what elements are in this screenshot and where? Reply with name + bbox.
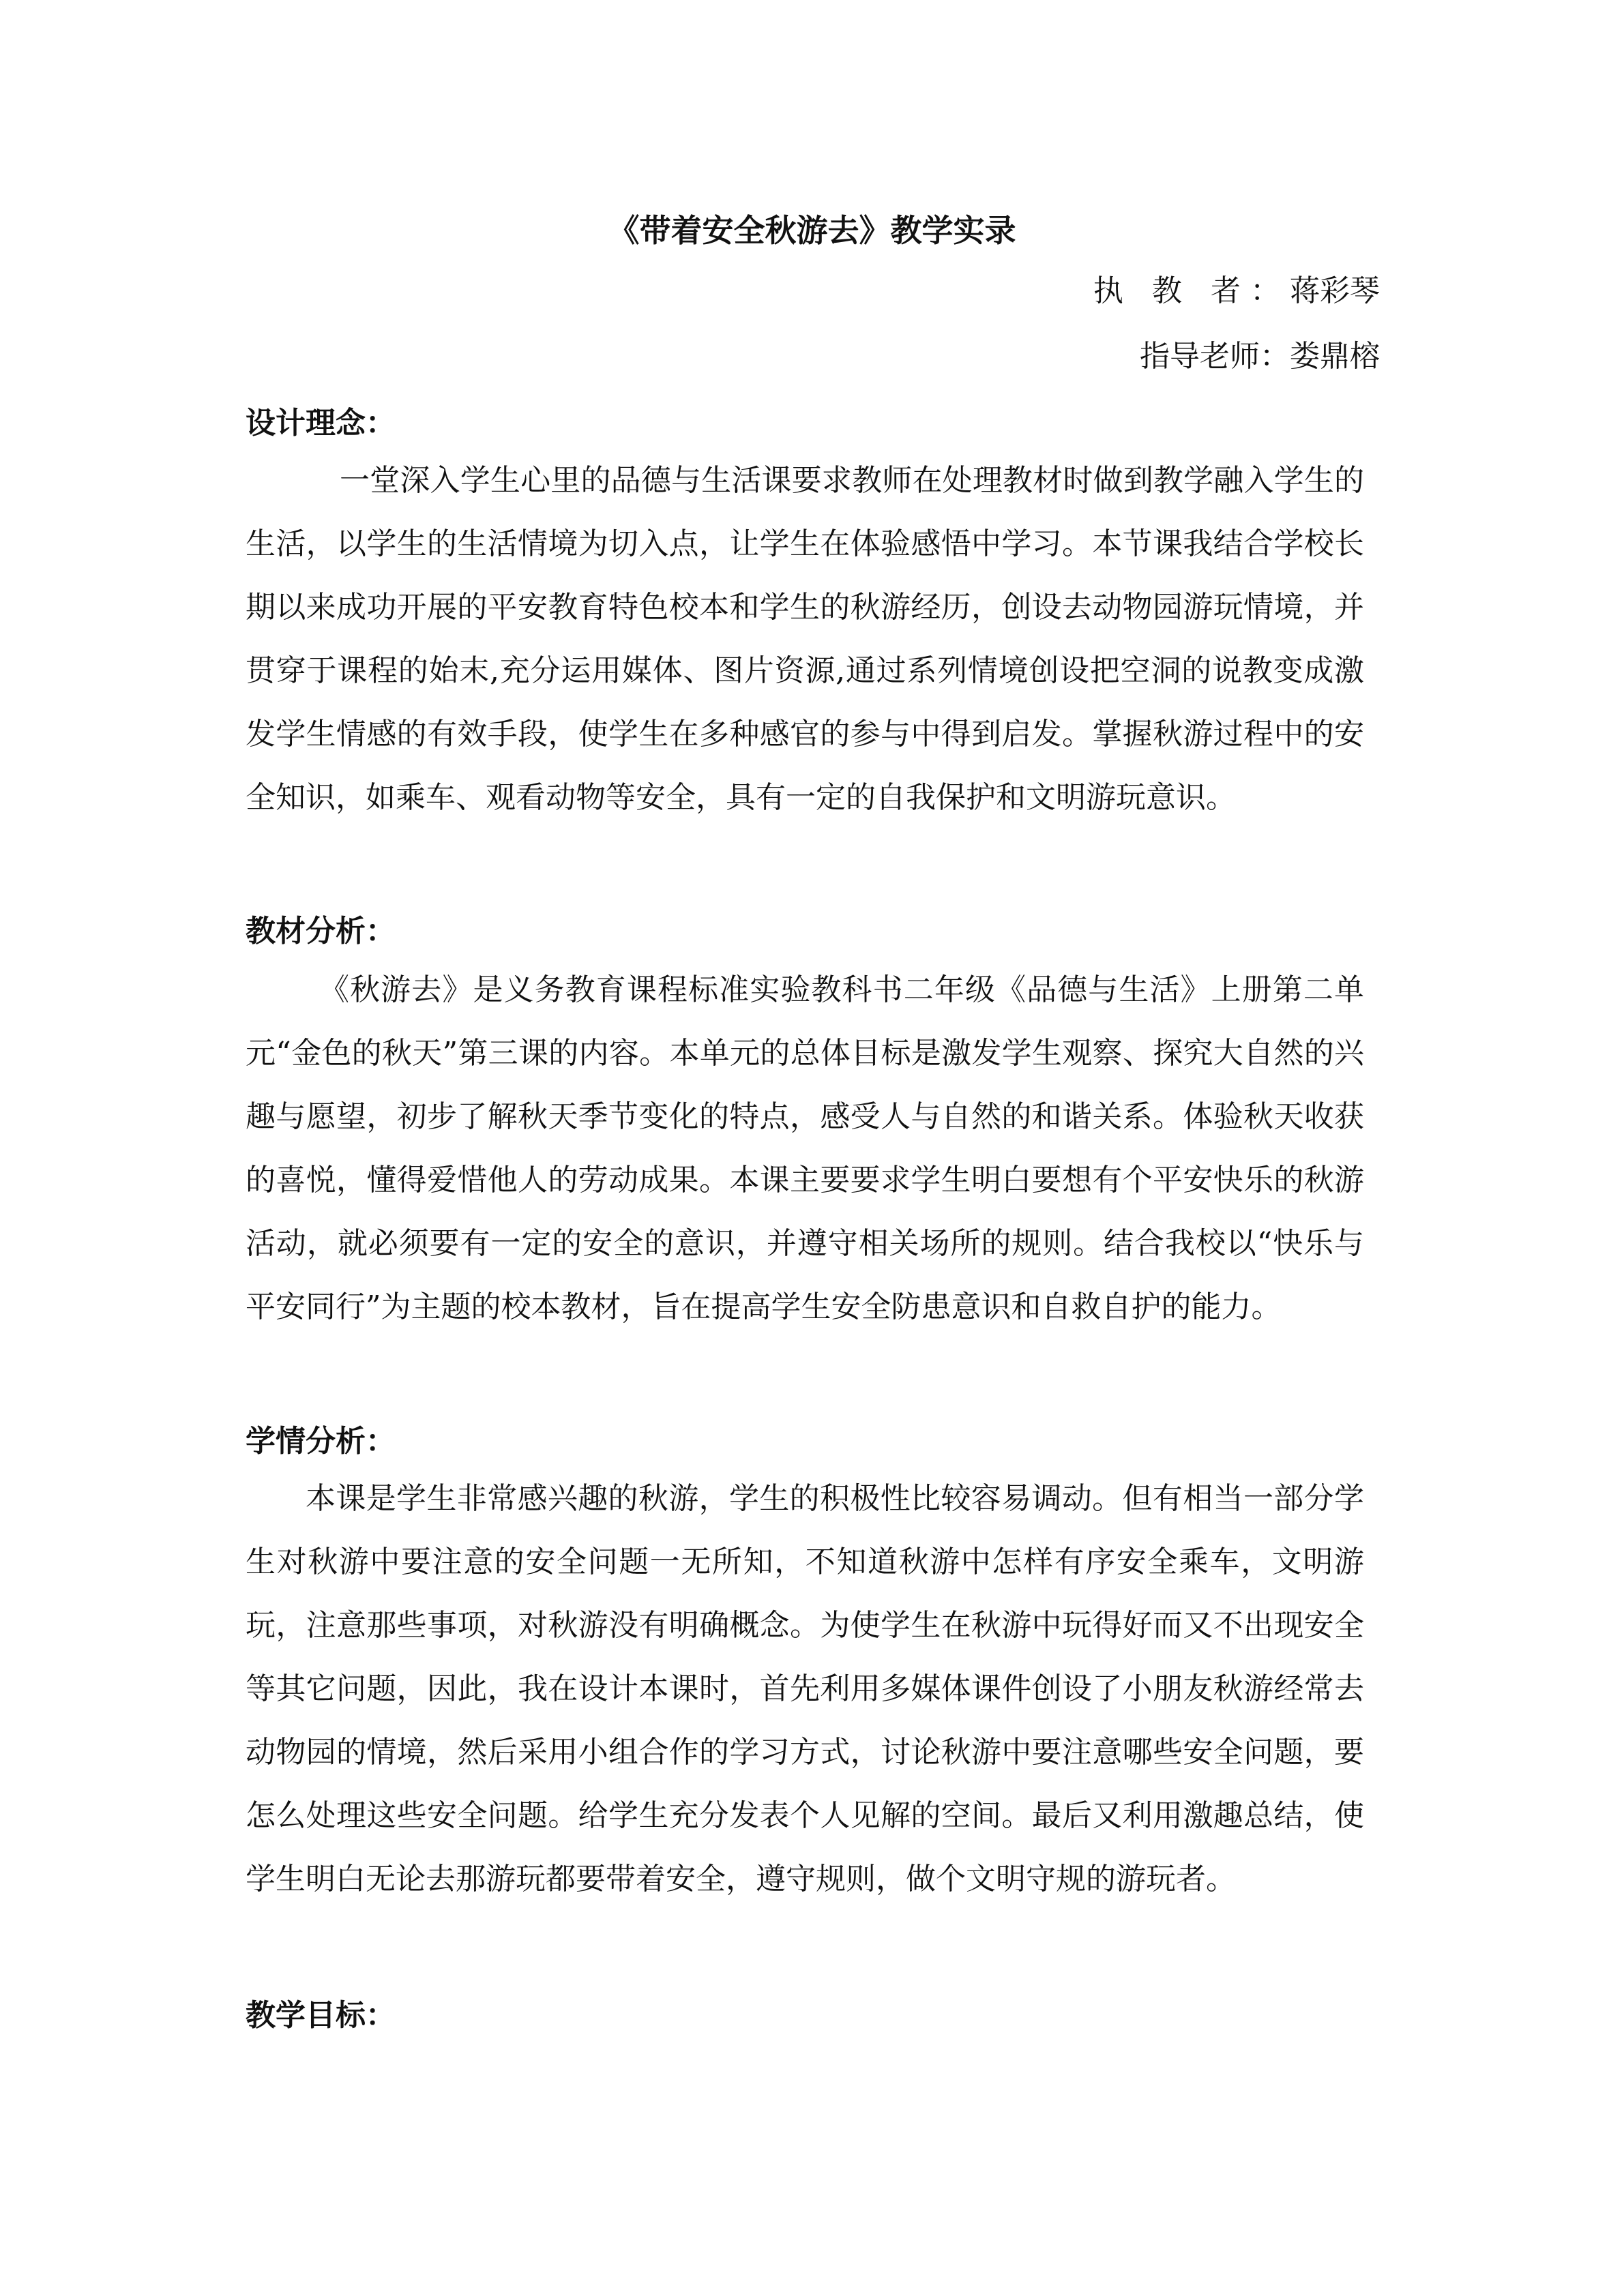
section-body-design-concept: 一堂深入学生心里的品德与生活课要求教师在处理教材时做到教学融入学生的生活，以学生的生活情境为切入点，让学生在体验感悟中学习。本节课我结合学校长期以来成功开展的平安教育特色校本和学生的秋游经历，创设去动物园游玩情境，并贯穿于课程的始末,充分运用媒体、图片资源,通过系列情境创设把空洞的说教变成激发学生情感的有效手段，使学生在多种感官的参与中得到启发。掌握秋游过程中的安全知识，如乘车、观看动物等安全，具有一定的自我保护和文明游玩意识。 [246, 463, 1364, 815]
section-body-student-analysis: 本课是学生非常感兴趣的秋游，学生的积极性比较容易调动。但有相当一部分学生对秋游中要注意的安全问题一无所知，不知道秋游中怎样有序安全乘车，文明游玩，注意那些事项，对秋游没有明确概念。为使学生在秋游中玩得好而又不出现安全等其它问题，因此，我在设计本课时，首先利用多媒体课件创设了小朋友秋游经常去动物园的情境，然后采用小组合作的学习方式，讨论秋游中要注意哪些安全问题，要怎么处理这些安全问题。给学生充分发表个人见解的空间。最后又利用激趣总结，使学生明白无论去那游玩都要带着安全，遵守规则，做个文明守规的游玩者。 [246, 1481, 1364, 1896]
document-title: 《带着安全秋游去》教学实录 [608, 212, 1016, 249]
section-heading-student-analysis: 学情分析： [246, 1424, 396, 1459]
advisor-name: 娄鼎榕 [1290, 339, 1380, 374]
teacher-line [1093, 271, 1380, 312]
advisor-line [1140, 336, 1380, 377]
section-heading-design-concept: 设计理念： [246, 406, 396, 441]
teacher-label: 执 教 者： [1093, 273, 1290, 308]
section-heading-teaching-goals: 教学目标： [246, 1998, 396, 2033]
section-heading-material-analysis: 教材分析： [246, 914, 396, 949]
section-body-material-analysis: 《秋游去》是义务教育课程标准实验教科书二年级《品德与生活》上册第二单元“金色的秋天”第三课的内容。本单元的总体目标是激发学生观察、探究大自然的兴趣与愿望，初步了解秋天季节变化的特点，感受人与自然的和谐关系。体验秋天收获的喜悦，懂得爱惜他人的劳动成果。本课主要要求学生明白要想有个平安快乐的秋游活动，就必须要有一定的安全的意识，并遵守相关场所的规则。结合我校以“快乐与平安同行”为主题的校本教材，旨在提高学生安全防患意识和自救自护的能力。 [246, 972, 1364, 1324]
teacher-name: 蒋彩琴 [1290, 273, 1380, 308]
advisor-label: 指导老师： [1140, 339, 1290, 374]
